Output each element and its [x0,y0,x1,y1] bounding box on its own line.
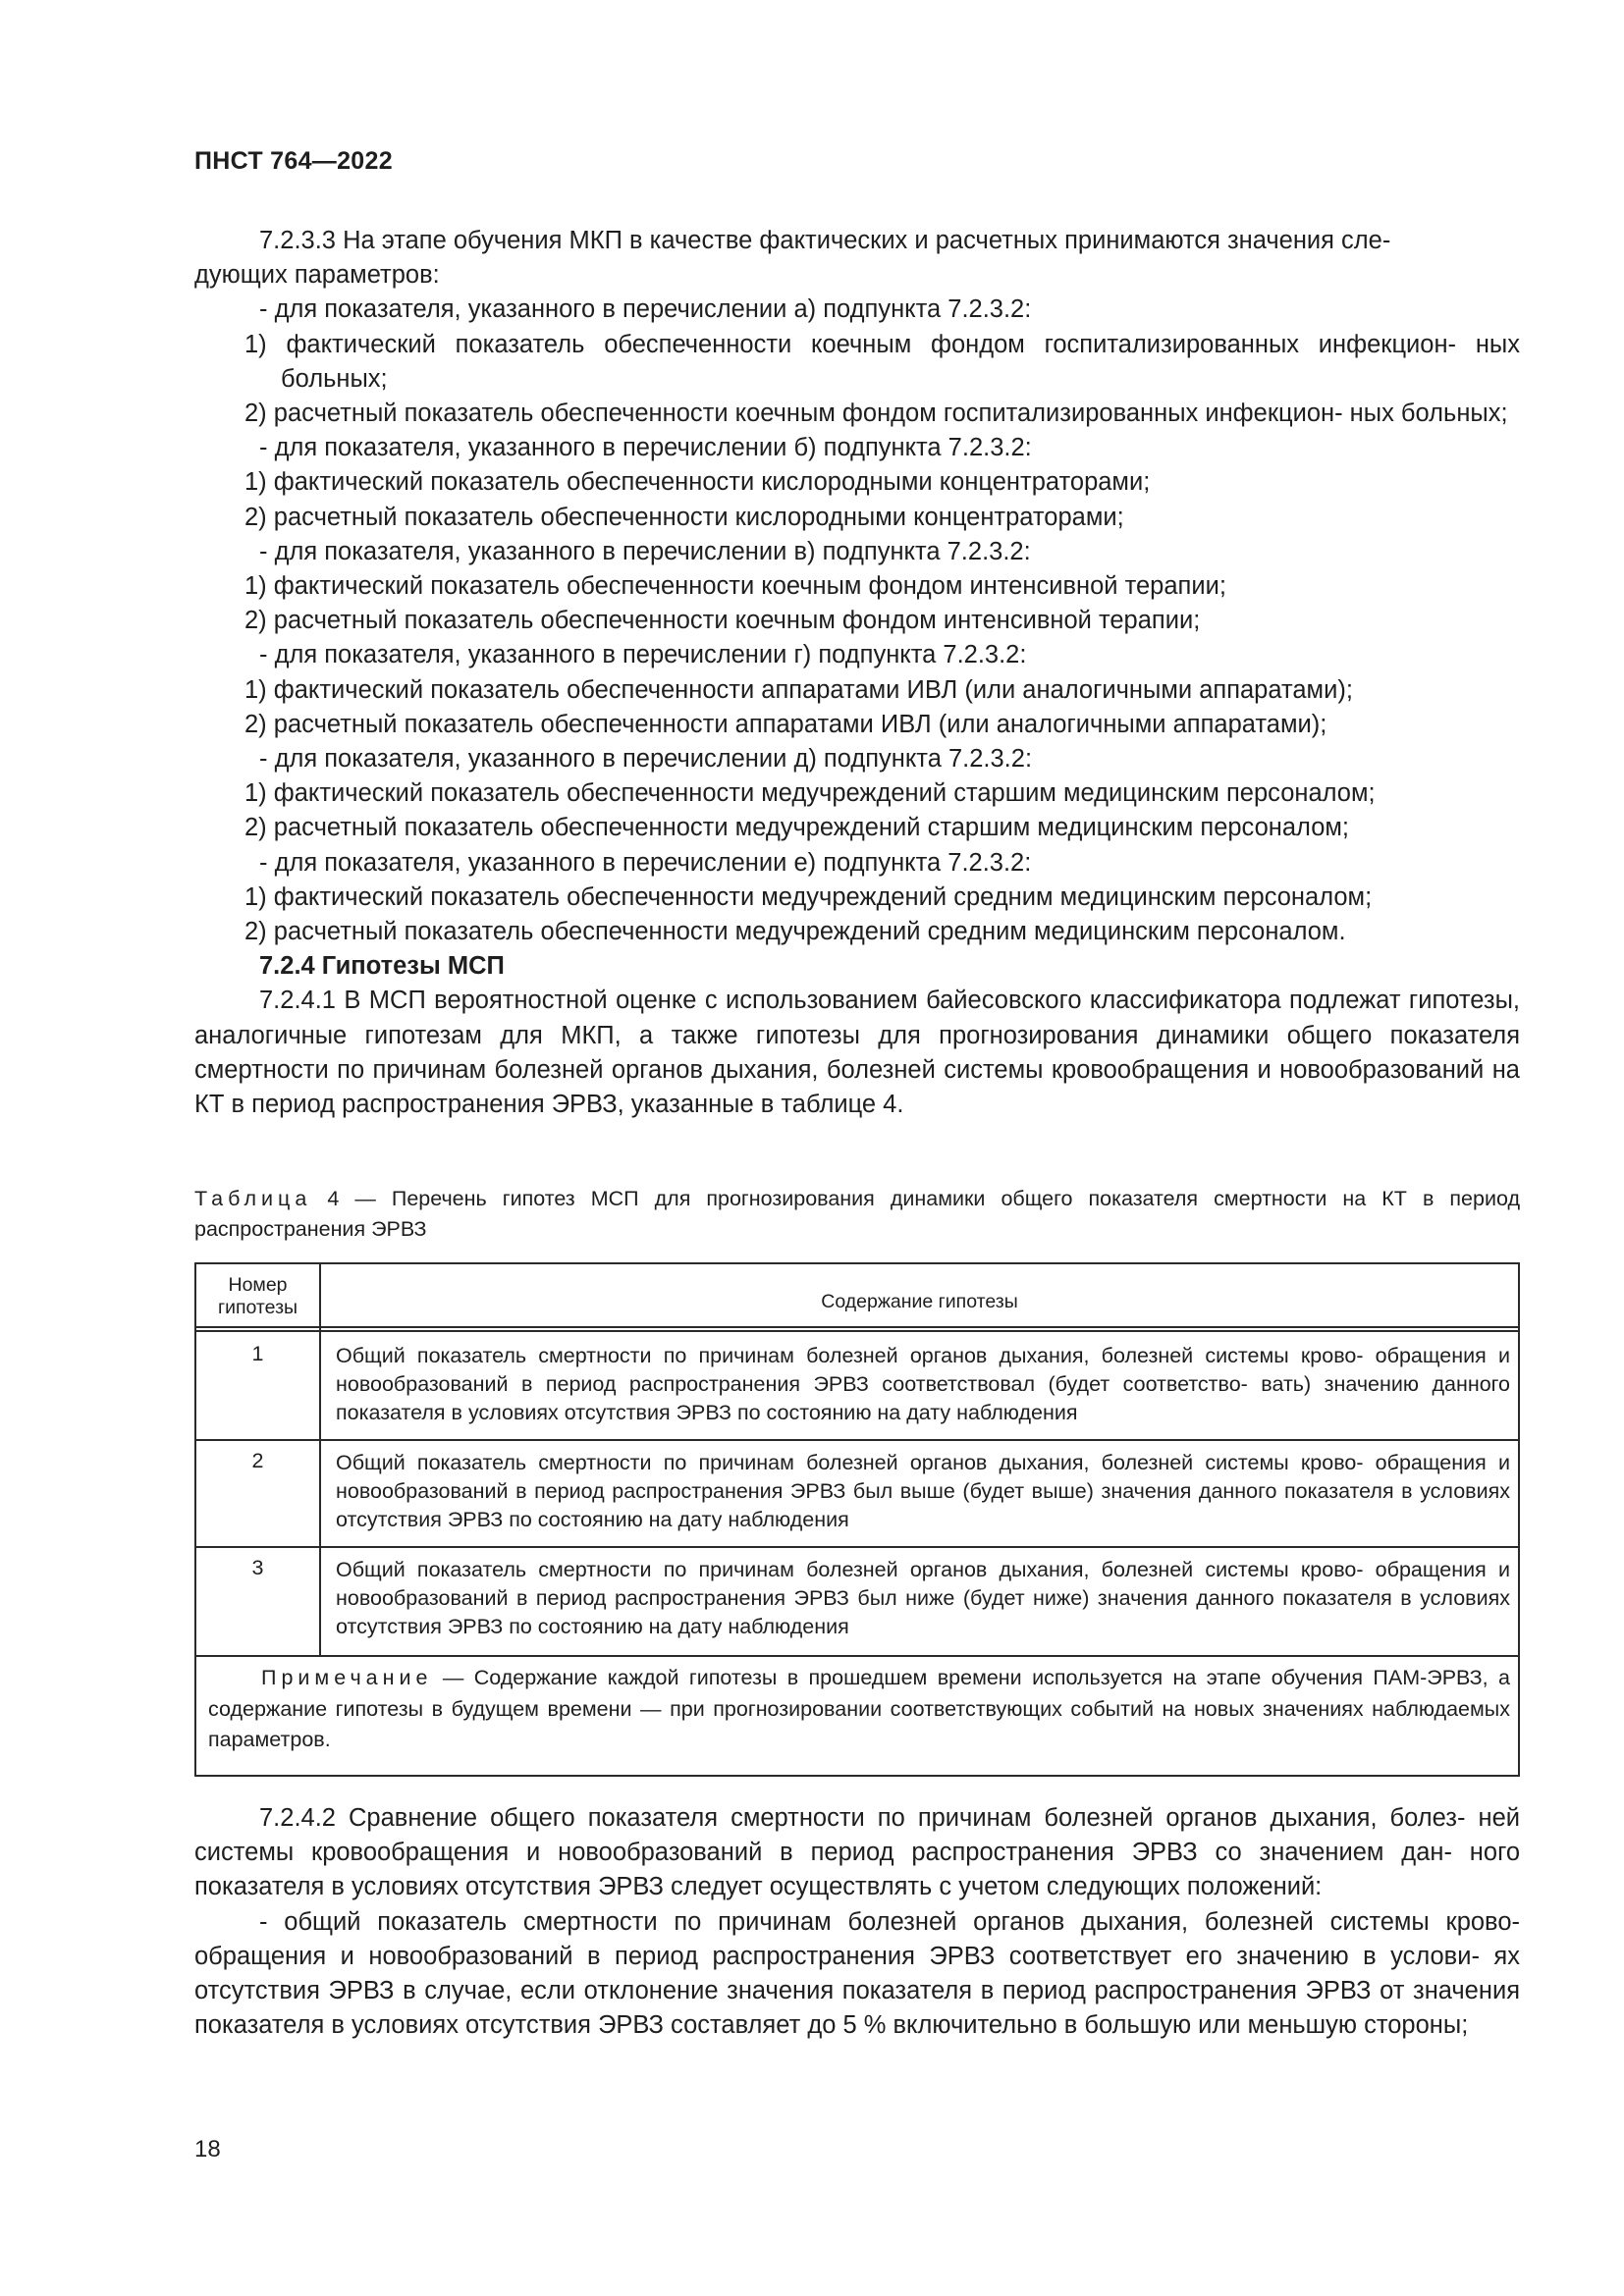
list-dash-item: - для показателя, указанного в перечислении д) подпункта 7.2.3.2: [259,745,1033,774]
list-numbered-item: 1) фактический показатель обеспеченности коечным фондом госпитализированных инфекцион- ных больных; [244,330,1520,393]
table-row-divider [196,1439,1518,1441]
table-header-content: Содержание гипотезы [821,1291,1018,1312]
list-dash-item: - для показателя, указанного в перечислении г) подпункта 7.2.3.2: [259,641,1027,669]
section-7-2-4-2 [194,1801,1520,2043]
table-header-number [196,1274,319,1319]
list-numbered-item: 2) расчетный показатель обеспеченности кислородными концентраторами; [244,503,1124,531]
paragraph-intro-line: дующих параметров: [194,261,440,290]
document-id: ПНСТ 764—2022 [194,147,393,175]
paragraph-7-2-4-2: 7.2.4.2 Сравнение общего показателя смертности по причинам болезней органов дыхания, болез- ней системы кровообращения и новообразований в период распространения ЭРВЗ со значением дан- ного показателя в условиях отсутствия ЭРВЗ следует осуществлять с учетом следующих положений: [194,1804,1520,1901]
list-numbered-item: 1) фактический показатель обеспеченности медучреждений средним медицинским персоналом; [244,882,1373,911]
list-numbered-item: 1) фактический показатель обеспеченности аппаратами ИВЛ (или аналогичными аппаратами); [244,675,1353,704]
table-row-text: Общий показатель смертности по причинам болезней органов дыхания, болезней системы крово- обращения и новообразований в период распространения ЭРВЗ соответствовал (будет соответство- вать) значению данного показателя в условиях отсутствия ЭРВЗ по состоянию на дату наблюдения [336,1344,1510,1425]
list-numbered-item: 2) расчетный показатель обеспеченности аппаратами ИВЛ (или аналогичными аппаратами); [244,710,1327,738]
table-row-number: 3 [251,1556,264,1579]
table-note-label: Примечание [261,1666,433,1689]
table-column-divider [319,1264,321,1657]
table-row-number: 1 [251,1342,264,1365]
table-caption [194,1184,1520,1245]
table-row-text: Общий показатель смертности по причинам болезней органов дыхания, болезней системы крово- обращения и новообразований в период распространения ЭРВЗ был ниже (будет ниже) значения данного показателя в условиях отсутствия ЭРВЗ по состоянию на дату наблюдения [336,1558,1510,1639]
list-numbered-item: 1) фактический показатель обеспеченности коечным фондом интенсивной терапии; [244,572,1226,601]
table-header-number-line: Номер [228,1274,288,1296]
table-row-text: Общий показатель смертности по причинам болезней органов дыхания, болезней системы крово- обращения и новообразований в период распространения ЭРВЗ был выше (будет выше) значения данного показателя в условиях отсутствия ЭРВЗ по состоянию на дату наблюдения [336,1451,1510,1532]
section-heading: 7.2.4 Гипотезы МСП [259,952,505,981]
list-numbered-item: 2) расчетный показатель обеспеченности медучреждений старшим медицинским персоналом; [244,814,1350,842]
table-header-number-line: гипотезы [217,1297,298,1318]
paragraph-intro-line: 7.2.3.3 На этапе обучения МКП в качестве фактических и расчетных принимаются значения сле- [259,227,1391,254]
table-note-text: — Содержание каждой гипотезы в прошедшем времени используется на этапе обучения ПАМ-ЭРВЗ, а содержание гипотезы в будущем времени — при прогнозировании соответствующих событий на новых значениях наблюдаемых параметров. [208,1666,1510,1751]
table-note [208,1663,1510,1756]
list-dash-item: - для показателя, указанного в перечислении б) подпункта 7.2.3.2: [259,434,1032,462]
hypotheses-table [194,1262,1520,1777]
paragraph-dash-item: - общий показатель смертности по причинам болезней органов дыхания, болезней системы крово- обращения и новообразований в период распространения ЭРВЗ соответствует его значению в услови- ях отсутствия ЭРВЗ в случае, если отклонение значения показателя в период распространения ЭРВЗ от значения показателя в условиях отсутствия ЭРВЗ составляет до 5 % включительно в большую или меньшую стороны; [194,1907,1520,2040]
list-numbered-item: 2) расчетный показатель обеспеченности медучреждений средним медицинским персоналом. [244,918,1346,946]
list-numbered-item: 2) расчетный показатель обеспеченности коечным фондом интенсивной терапии; [244,607,1201,635]
paragraph-7-2-4-1: 7.2.4.1 В МСП вероятностной оценке с использованием байесовского классификатора подлежат гипотезы, аналогичные гипотезам для МКП, а также гипотезы для прогнозирования динамики общего показателя смертности по причинам болезней органов дыхания, болезней системы кровообращения и новообразований на КТ в период распространения ЭРВЗ, указанные в таблице 4. [194,987,1520,1119]
section-7-2-3-3 [194,224,1520,1122]
list-dash-item: - для показателя, указанного в перечислении е) подпункта 7.2.3.2: [259,848,1032,877]
table-caption-text: 4 — Перечень гипотез МСП для прогнозирования динамики общего показателя смертности на КТ в период распространения ЭРВЗ [194,1187,1520,1241]
list-numbered-item: 1) фактический показатель обеспеченности кислородными концентраторами; [244,468,1151,497]
table-caption-label: Таблица [194,1187,312,1210]
list-dash-item: - для показателя, указанного в перечислении а) подпункта 7.2.3.2: [259,295,1032,324]
table-header-rule [196,1326,1518,1328]
table-row-divider [196,1546,1518,1548]
list-numbered-item: 1) фактический показатель обеспеченности медучреждений старшим медицинским персоналом; [244,779,1376,808]
table-row-number: 2 [251,1449,264,1472]
table-header-rule [196,1330,1518,1332]
page-number: 18 [194,2136,221,2163]
table-row-divider [196,1655,1518,1657]
list-numbered-item: 2) расчетный показатель обеспеченности коечным фондом госпитализированных инфекцион- ных больных; [244,400,1508,428]
list-dash-item: - для показателя, указанного в перечислении в) подпункта 7.2.3.2: [259,537,1031,565]
